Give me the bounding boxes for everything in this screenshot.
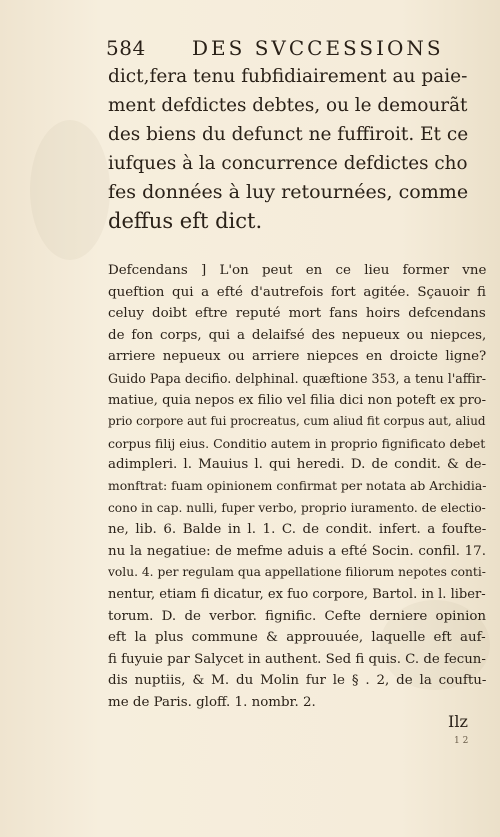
commentary-block (108, 260, 486, 713)
commentary-line: adimpleri. l. Mauius l. qui heredi. D. de condit. & de- (108, 457, 486, 473)
main-text-line: deffus eft dict. (108, 209, 263, 233)
commentary-line: Defcendans ] L'on peut en ce lieu former vne (108, 263, 486, 278)
commentary-line: fi fuyuie par Salycet in authent. Sed fi quis. C. de fecun- (108, 651, 486, 667)
running-title: DES SVCCESSIONS (192, 36, 444, 60)
main-text-line: dict,fera tenu fubfidiairement au paie- (108, 66, 468, 87)
main-text-line: des biens du defunct ne fuffiroit. Et ce (108, 124, 468, 145)
signature-mark: 1 2 (454, 736, 469, 746)
commentary-line: queftion qui a efté d'autrefois fort agitée. Sçauoir fi (108, 284, 486, 300)
commentary-line: ne, lib. 6. Balde in l. 1. C. de condit. infert. a foufte- (108, 522, 486, 538)
commentary-line: de fon corps, qui a delaifsé des nepueux ou niepces, (108, 327, 486, 343)
main-text-block (108, 62, 468, 236)
commentary-line: monftrat: fuam opinionem confirmat per notata ab Archidia- (108, 478, 486, 493)
commentary-line: eft la plus commune & approuuée, laquelle eft auf- (108, 630, 486, 646)
main-text-line: ment defdictes debtes, ou le demourãt (108, 95, 468, 116)
commentary-line: me de Paris. gloff. 1. nombr. 2. (108, 694, 316, 710)
commentary-line: cono in cap. nulli, fuper verbo, proprio iuramento. de electio- (108, 500, 486, 515)
commentary-line: matiue, quia nepos ex filio vel filia dici non poteft ex pro- (108, 392, 486, 408)
commentary-line: arriere nepueux ou arriere niepces en droicte ligne? (108, 349, 486, 365)
page-number: 584 (106, 36, 146, 60)
commentary-line: Guido Papa decifio. delphinal. quæftione 353, a tenu l'affir- (108, 370, 486, 386)
commentary-line: torum. D. de verbor. fignific. Cefte derniere opinion (108, 608, 486, 624)
commentary-line: volu. 4. per regulam qua appellatione filiorum nepotes conti- (108, 565, 486, 580)
commentary-line: celuy doibt eftre reputé mort fans hoirs defcendans (108, 306, 486, 322)
commentary-line: corpus filij eius. Conditio autem in proprio fignificato debet (108, 435, 486, 451)
page-header (106, 36, 446, 60)
commentary-line: prio corpore aut fui procreatus, cum aliud fit corpus aut, aliud (108, 414, 486, 429)
commentary-line: nentur, etiam fi dicatur, ex fuo corpore, Bartol. in l. liber- (108, 586, 486, 602)
commentary-line: dis nuptiis, & M. du Molin fur le § . 2, de la couftu- (108, 673, 486, 689)
catchword: Ilz (448, 712, 468, 731)
main-text-line: fes données à luy retournées, comme (108, 181, 468, 203)
main-text-line: iufques à la concurrence defdictes cho (108, 153, 468, 174)
commentary-line: nu la negatiue: de mefme aduis a efté Socin. confil. 17. (108, 543, 486, 559)
paper-stain (30, 120, 110, 260)
